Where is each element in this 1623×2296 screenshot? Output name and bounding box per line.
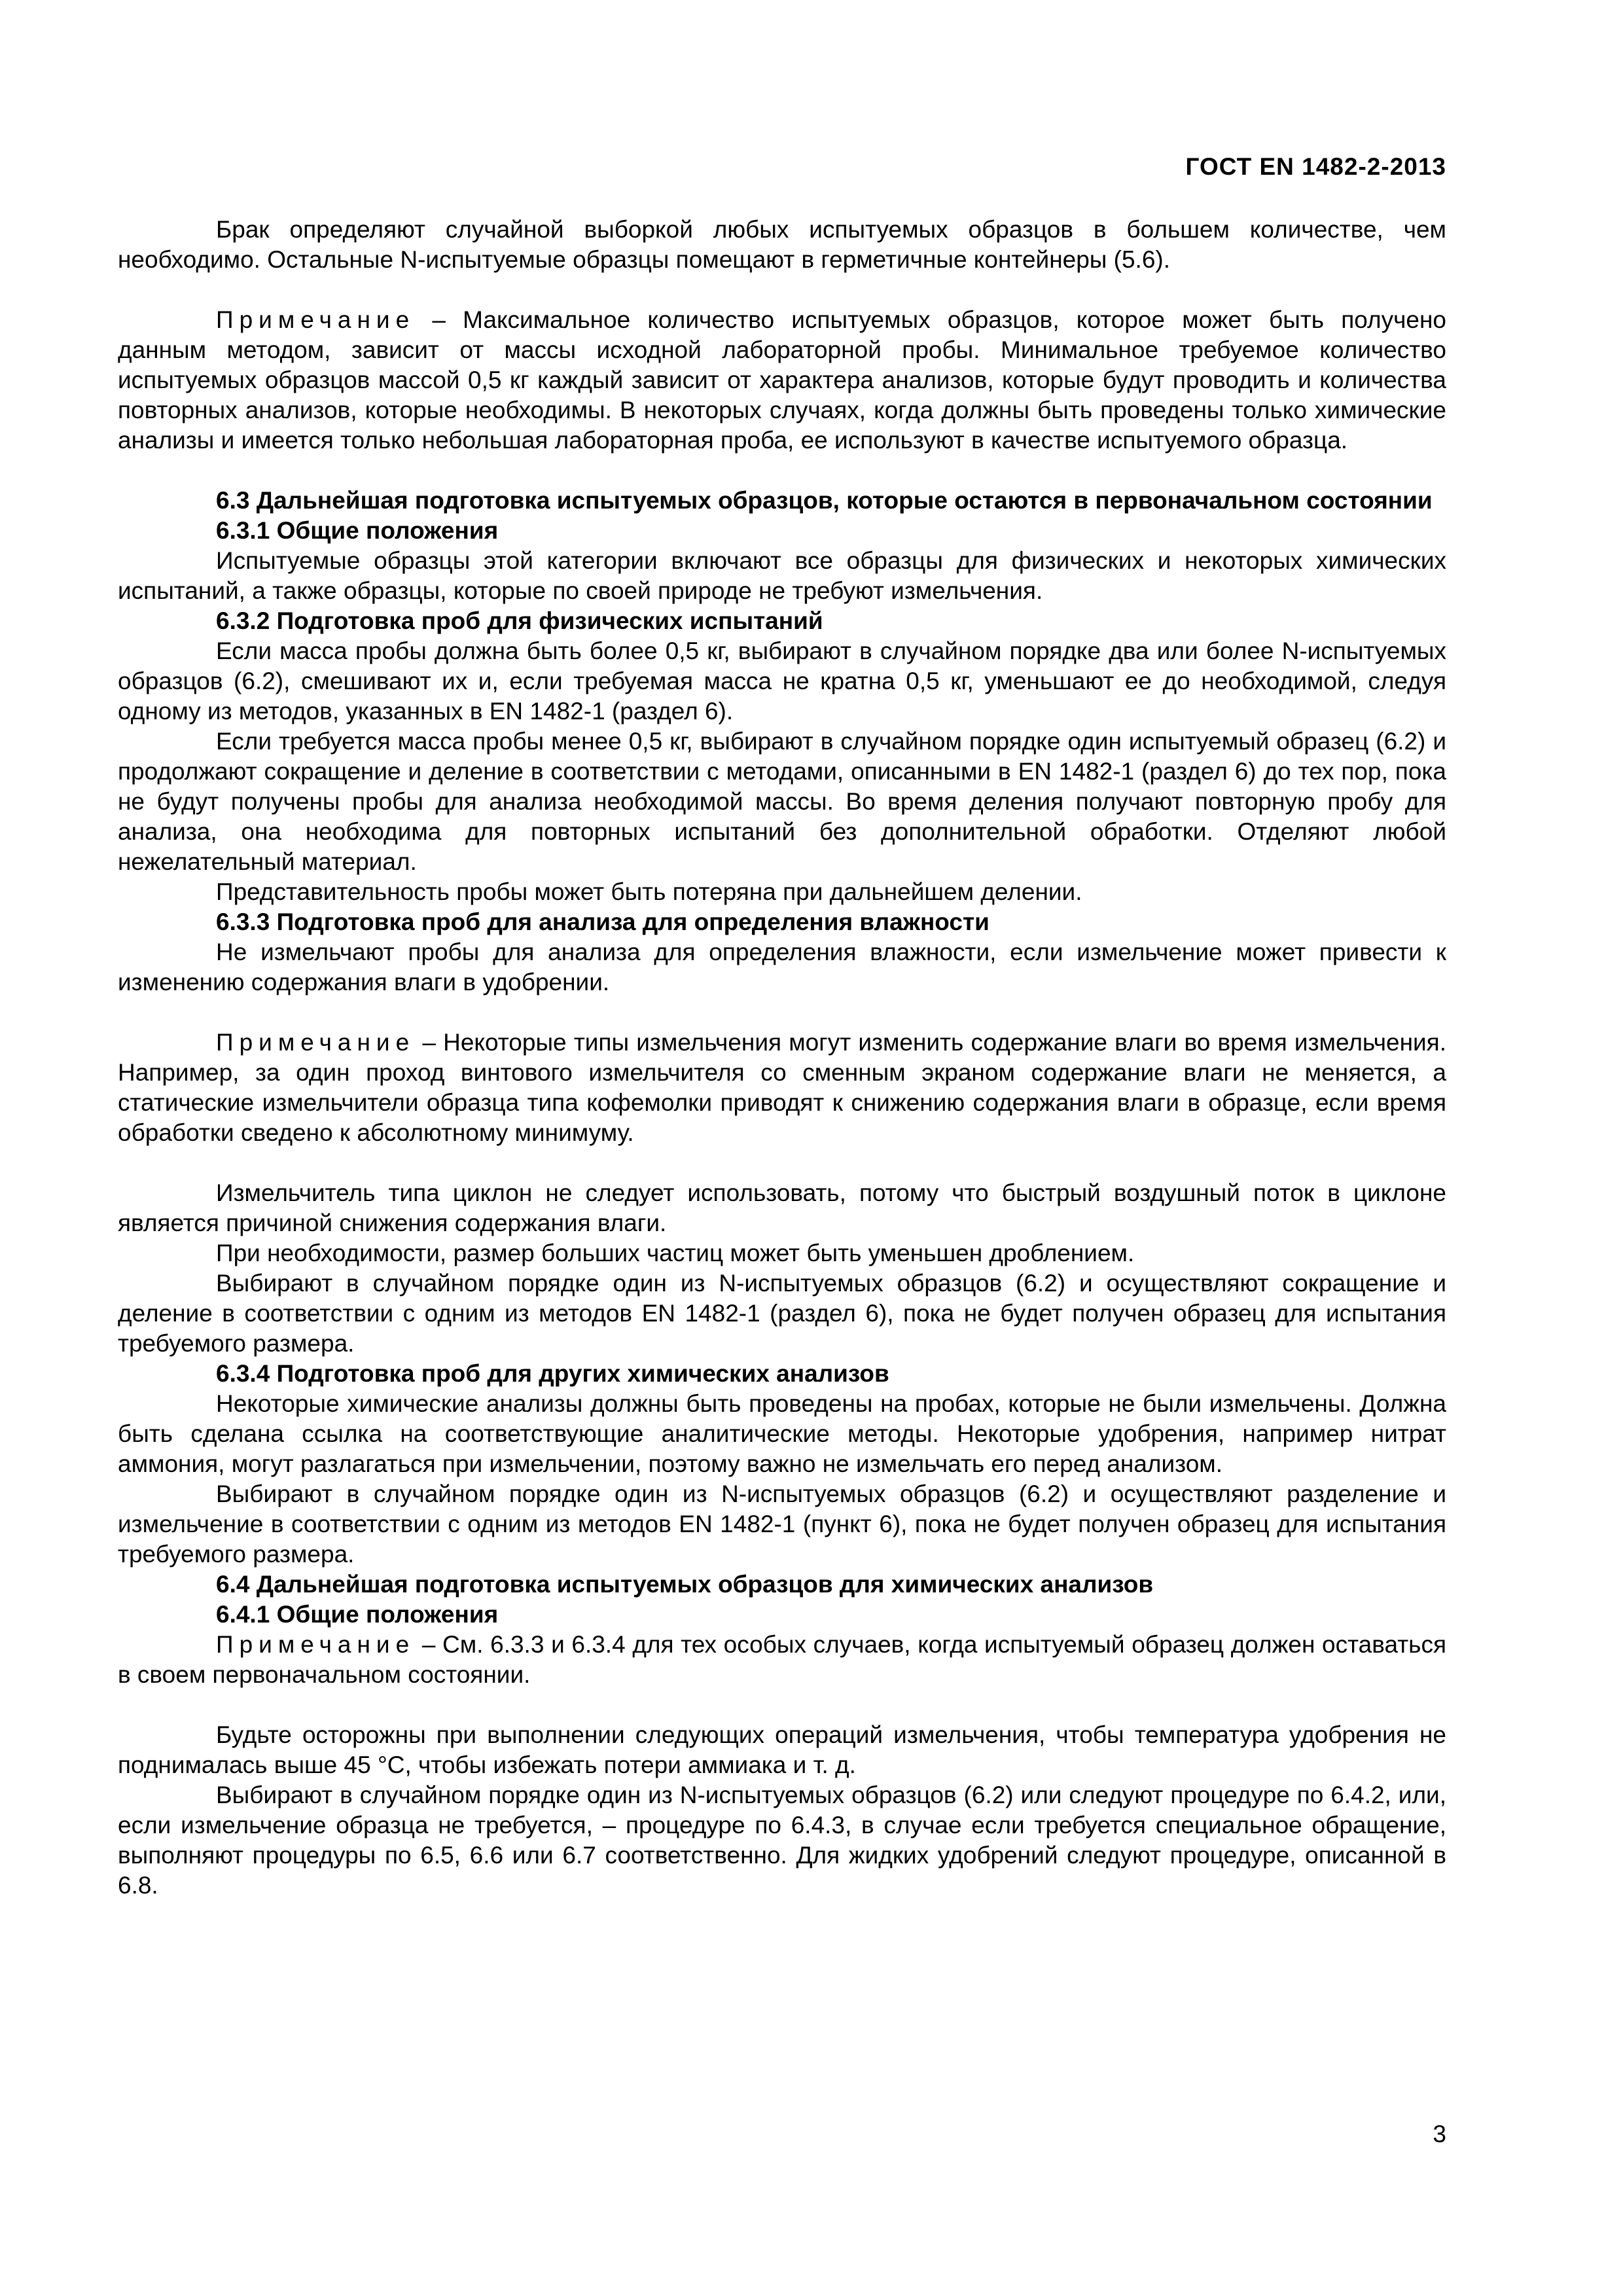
paragraph: Представительность пробы может быть потеряна при дальнейшем делении.	[216, 878, 1082, 905]
note-text: – Максимальное количество испытуемых образцов, которое может быть получено данным методом, зависит от массы исходной лабораторной пробы. Минимальное требуемое количество испытуемых образцов массой 0,5 кг каждый зависит от характера анализов, которые будут проводить и количества повторных анализов, которые необходимы. В некоторых случаях, когда должны быть проведены только химические анализы и имеется только небольшая лабораторная проба, ее используют в качестве испытуемого образца.	[118, 306, 1446, 454]
standard-header: ГОСТ EN 1482-2-2013	[1185, 153, 1446, 180]
page-number: 3	[1433, 2121, 1446, 2147]
paragraph: Испытуемые образцы этой категории включают все образцы для физических и некоторых химических испытаний, а также образцы, которые по своей природе не требуют измельчения.	[118, 547, 1446, 604]
note-label: Примечание	[216, 306, 416, 333]
paragraph: Выбирают в случайном порядке один из N-испытуемых образцов (6.2) и осуществляют сокращение и деление в соответствии с одним из методов EN 1482-1 (раздел 6), пока не будет получен образец для испытания требуемого размера.	[118, 1270, 1446, 1357]
paragraph: Если требуется масса пробы менее 0,5 кг, выбирают в случайном порядке один испытуемый образец (6.2) и продолжают сокращение и деление в соответствии с методами, описанными в EN 1482-1 (раздел 6) до тех пор, пока не будут получены пробы для анализа необходимой массы. Во время деления получают повторную пробу для анализа, она необходима для повторных испытаний без дополнительной обработки. Отделяют любой нежелательный материал.	[118, 728, 1446, 875]
section-heading-6-3-1: 6.3.1 Общие положения	[216, 517, 499, 544]
paragraph: Брак определяют случайной выборкой любых испытуемых образцов в большем количестве, чем необходимо. Остальные N-испытуемые образцы помещают в герметичные контейнеры (5.6).	[118, 216, 1446, 273]
section-heading-6-3-3: 6.3.3 Подготовка проб для анализа для определения влажности	[216, 908, 990, 935]
paragraph: Некоторые химические анализы должны быть проведены на пробах, которые не были измельчены. Должна быть сделана ссылка на соответствующие аналитические методы. Некоторые удобрения, например нитрат аммония, могут разлагаться при измельчении, поэтому важно не измельчать его перед анализом.	[118, 1390, 1446, 1477]
section-heading-6-3: 6.3 Дальнейшая подготовка испытуемых образцов, которые остаются в первоначальном состоянии	[216, 487, 1433, 514]
section-heading-6-4: 6.4 Дальнейшая подготовка испытуемых образцов для химических анализов	[216, 1571, 1154, 1598]
section-heading-6-4-1: 6.4.1 Общие положения	[216, 1601, 499, 1628]
document-body	[118, 215, 1446, 1901]
paragraph: Измельчитель типа циклон не следует использовать, потому что быстрый воздушный поток в циклоне является причиной снижения содержания влаги.	[118, 1179, 1446, 1236]
section-heading-6-3-2: 6.3.2 Подготовка проб для физических испытаний	[216, 607, 823, 634]
paragraph: Выбирают в случайном порядке один из N-испытуемых образцов (6.2) и осуществляют разделение и измельчение в соответствии с одним из методов EN 1482-1 (пункт 6), пока не будет получен образец для испытания требуемого размера.	[118, 1480, 1446, 1568]
note-text: – Некоторые типы измельчения могут изменить содержание влаги во время измельчения. Например, за один проход винтового измельчителя со сменным экраном содержание влаги не меняется, а статические измельчители образца типа кофемолки приводят к снижению содержания влаги в образце, если время обработки сведено к абсолютному минимуму.	[118, 1029, 1446, 1146]
paragraph: Будьте осторожны при выполнении следующих операций измельчения, чтобы температура удобрения не поднималась выше 45 °С, чтобы избежать потери аммиака и т. д.	[118, 1721, 1446, 1778]
section-heading-6-3-4: 6.3.4 Подготовка проб для других химических анализов	[216, 1360, 889, 1387]
note	[118, 1028, 1446, 1148]
note-text: – См. 6.3.3 и 6.3.4 для тех особых случаев, когда испытуемый образец должен оставаться в своем первоначальном состоянии.	[118, 1631, 1446, 1688]
note-label: Примечание	[216, 1631, 416, 1658]
paragraph: Не измельчают пробы для анализа для определения влажности, если измельчение может привести к изменению содержания влаги в удобрении.	[118, 939, 1446, 996]
note-label: Примечание	[216, 1029, 416, 1056]
paragraph: Выбирают в случайном порядке один из N-испытуемых образцов (6.2) или следуют процедуре по 6.4.2, или, если измельчение образца не требуется, – процедуре по 6.4.3, в случае если требуется специальное обращение, выполняют процедуры по 6.5, 6.6 или 6.7 соответственно. Для жидких удобрений следуют процедуре, описанной в 6.8.	[118, 1782, 1446, 1899]
paragraph: Если масса пробы должна быть более 0,5 кг, выбирают в случайном порядке два или более N-испытуемых образцов (6.2), смешивают их и, если требуемая масса не кратна 0,5 кг, уменьшают ее до необходимой, следуя одному из методов, указанных в EN 1482-1 (раздел 6).	[118, 637, 1446, 725]
note	[118, 305, 1446, 456]
paragraph: При необходимости, размер больших частиц может быть уменьшен дроблением.	[216, 1240, 1135, 1266]
note	[118, 1630, 1446, 1690]
